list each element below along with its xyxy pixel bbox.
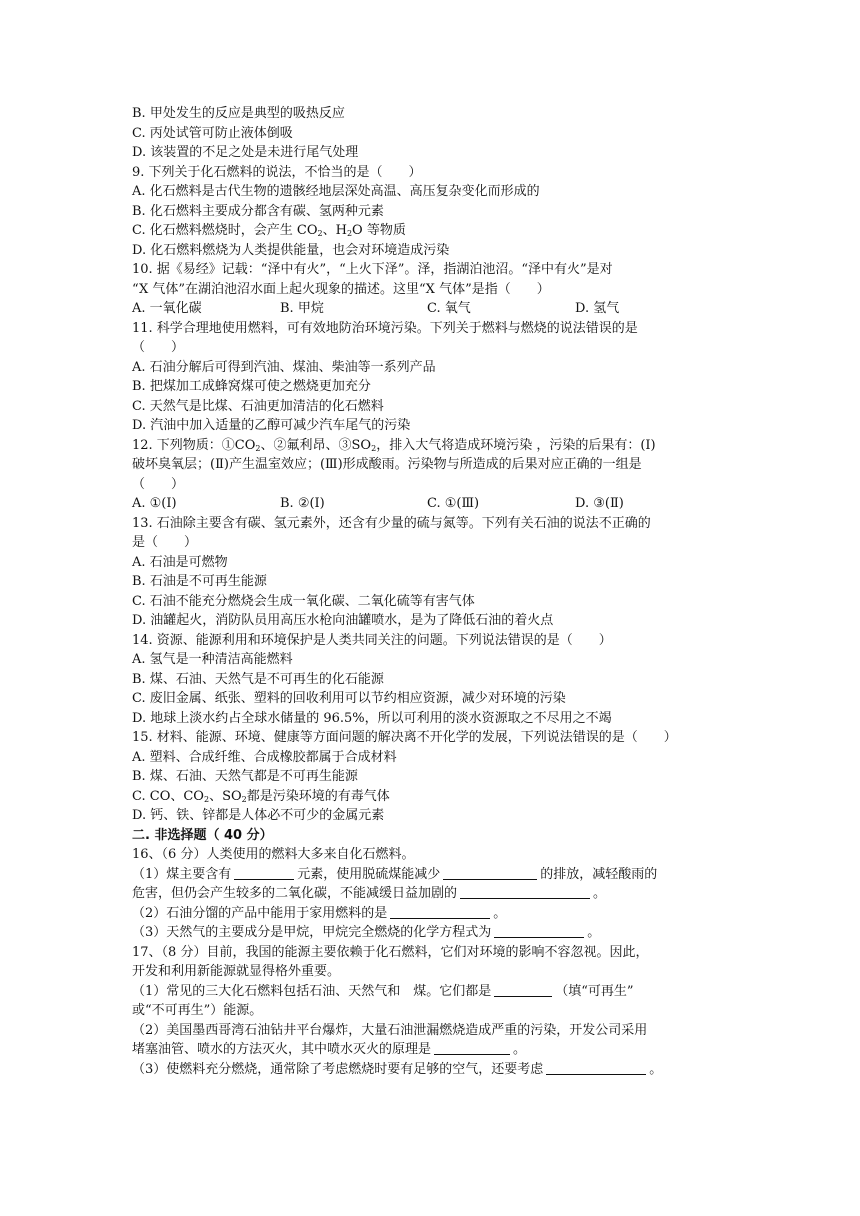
q17-part1-line2: 或“不可再生”）能源。 xyxy=(132,1003,263,1018)
q13-option-d: D. 油罐起火，消防队员用高压水枪向油罐喷水，是为了降低石油的着火点 xyxy=(132,613,554,628)
q17-stem-line1: 17、（8 分）目前，我国的能源主要依赖于化石燃料，它们对环境的影响不容忽视。因此， xyxy=(132,944,649,960)
q11-option-b: B. 把煤加工成蜂窝煤可使之燃烧更加充分 xyxy=(132,379,371,394)
q13-stem-line2: 是（ ） xyxy=(132,535,198,550)
q15-option-d: D. 钙、铁、锌都是人体必不可少的金属元素 xyxy=(132,808,385,823)
q16-part1-line2: 危害，但仍会产生较多的二氧化碳，不能减缓日益加剧的 。 xyxy=(132,886,607,901)
q12-option-c: C. ①(Ⅲ) xyxy=(427,496,480,511)
q16-blank-3[interactable] xyxy=(460,885,590,899)
q13-option-b: B. 石油是不可再生能源 xyxy=(132,574,267,589)
q11-option-d: D. 汽油中加入适量的乙醇可减少汽车尾气的污染 xyxy=(132,418,411,433)
q11-stem-line2: （ ） xyxy=(132,340,185,355)
q17-stem-line2: 开发和利用新能源就显得格外重要。 xyxy=(132,964,341,979)
q8-option-d: D. 该装置的不足之处是未进行尾气处理 xyxy=(132,145,359,160)
q10-stem-line2: “X 气体”在湖泊池沼水面上起火现象的描述。这里“X 气体”是指（ ） xyxy=(132,281,550,297)
q16-blank-4[interactable] xyxy=(390,905,490,919)
q17-blank-3[interactable] xyxy=(546,1061,646,1075)
q17-part1-line1: （1）常见的三大化石燃料包括石油、天然气和 煤。它们都是 （填“可再生” xyxy=(132,983,634,999)
q16-blank-1[interactable] xyxy=(234,866,294,880)
q16-blank-2[interactable] xyxy=(443,866,537,880)
q9-option-d: D. 化石燃料燃烧为人类提供能量，也会对环境造成污染 xyxy=(132,242,450,258)
q14-option-b: B. 煤、石油、天然气是不可再生的化石能源 xyxy=(132,671,384,687)
q14-option-d: D. 地球上淡水约占全球水储量的 96.5%，所以可利用的淡水资源取之不尽用之不竭 xyxy=(132,710,612,726)
q9-option-b: B. 化石燃料主要成分都含有碳、氢两种元素 xyxy=(132,203,384,219)
q16-part1-line1: （1）煤主要含有 元素，使用脱硫煤能减少 的排放，减轻酸雨的 xyxy=(132,866,658,882)
q10-option-c: C. 氧气 xyxy=(427,301,471,316)
q15-stem: 15. 材料、能源、环境、健康等方面问题的解决离不开化学的发展，下列说法错误的是（ ） xyxy=(132,730,677,745)
q13-option-c: C. 石油不能充分燃烧会生成一氧化碳、二氧化硫等有害气体 xyxy=(132,593,475,609)
q17-part2-line2: 堵塞油管、喷水的方法灭火，其中喷水灭火的原理是 。 xyxy=(132,1042,527,1057)
q8-option-b: B. 甲处发生的反应是典型的吸热反应 xyxy=(132,106,345,121)
q10-option-a: A. 一氧化碳 xyxy=(132,301,202,316)
q10-option-d: D. 氢气 xyxy=(575,301,620,316)
q11-option-c: C. 天然气是比煤、石油更加清洁的化石燃料 xyxy=(132,398,384,414)
q8-option-c: C. 丙处试管可防止液体倒吸 xyxy=(132,125,293,141)
q15-option-b: B. 煤、石油、天然气都是不可再生能源 xyxy=(132,769,358,784)
exam-page xyxy=(132,104,742,1079)
q17-blank-1[interactable] xyxy=(494,983,552,997)
q14-stem: 14. 资源、能源利用和环境保护是人类共同关注的问题。下列说法错误的是（ ） xyxy=(132,632,612,648)
q17-part2-line1: （2）美国墨西哥湾石油钻井平台爆炸，大量石油泄漏燃烧造成严重的污染，开发公司采用 xyxy=(132,1022,648,1038)
q12-stem-line1: 12. 下列物质：$①CO_2$、②氟利昂、$③SO_2$，排入大气将造成环境污染 ，污染的后果有：(Ⅰ) xyxy=(132,437,656,453)
q10-stem-line1: 10. 据《易经》记载：“泽中有火”，“上火下泽”。泽，指湖泊池沼。“泽中有火”是对 xyxy=(132,262,613,277)
section-heading: 二. 非选择题（ 40 分） xyxy=(132,827,273,843)
q17-part3: （3）使燃料充分燃烧，通常除了考虑燃烧时要有足够的空气，还要考虑 。 xyxy=(132,1061,663,1077)
q10-option-b: B. 甲烷 xyxy=(280,301,324,316)
q13-option-a: A. 石油是可燃物 xyxy=(132,554,228,570)
q15-option-a: A. 塑料、合成纤维、合成橡胶都属于合成材料 xyxy=(132,749,397,765)
q14-option-c: C. 废旧金属、纸张、塑料的回收利用可以节约相应资源，减少对环境的污染 xyxy=(132,691,566,706)
q12-options xyxy=(132,494,742,514)
q9-stem: 9. 下列关于化石燃料的说法，不恰当的是（ ） xyxy=(132,164,422,180)
q9-option-a: A. 化石燃料是古代生物的遗骸经地层深处高温、高压复杂变化而形成的 xyxy=(132,184,540,199)
q12-option-b: B. ②(Ⅰ) xyxy=(280,496,325,511)
q16-part3: （3）天然气的主要成分是甲烷，甲烷完全燃烧的化学方程式为 。 xyxy=(132,925,601,940)
q16-blank-5[interactable] xyxy=(494,924,584,938)
q12-stem-line3: （ ） xyxy=(132,476,185,492)
q16-part2: （2）石油分馏的产品中能用于家用燃料的是 。 xyxy=(132,905,507,921)
q14-option-a: A. 氢气是一种清洁高能燃料 xyxy=(132,652,293,667)
q11-option-a: A. 石油分解后可得到汽油、煤油、柴油等一系列产品 xyxy=(132,359,436,375)
q9-option-c: C. 化石燃料燃烧时，会产生 $CO_2$、$H_2O$ 等物质 xyxy=(132,223,406,238)
q15-option-c: C. CO、$CO_2$、$SO_2$都是污染环境的有毒气体 xyxy=(132,788,390,804)
q12-stem-line2: 破坏臭氧层；(Ⅱ)产生温室效应；(Ⅲ)形成酸雨。污染物与所造成的后果对应正确的一组是 xyxy=(132,457,642,472)
q11-stem-line1: 11. 科学合理地使用燃料，可有效地防治环境污染。下列关于燃料与燃烧的说法错误的是 xyxy=(132,320,638,336)
q17-blank-2[interactable] xyxy=(434,1041,510,1055)
q10-options xyxy=(132,299,742,319)
q13-stem-line1: 13. 石油除主要含有碳、氢元素外，还含有少量的硫与氮等。下列有关石油的说法不正确的 xyxy=(132,515,651,531)
q16-stem: 16、（6 分）人类使用的燃料大多来自化石燃料。 xyxy=(132,847,415,862)
q12-option-d: D. ③(Ⅱ) xyxy=(575,496,624,511)
q12-option-a: A. ①(Ⅰ) xyxy=(132,496,177,511)
